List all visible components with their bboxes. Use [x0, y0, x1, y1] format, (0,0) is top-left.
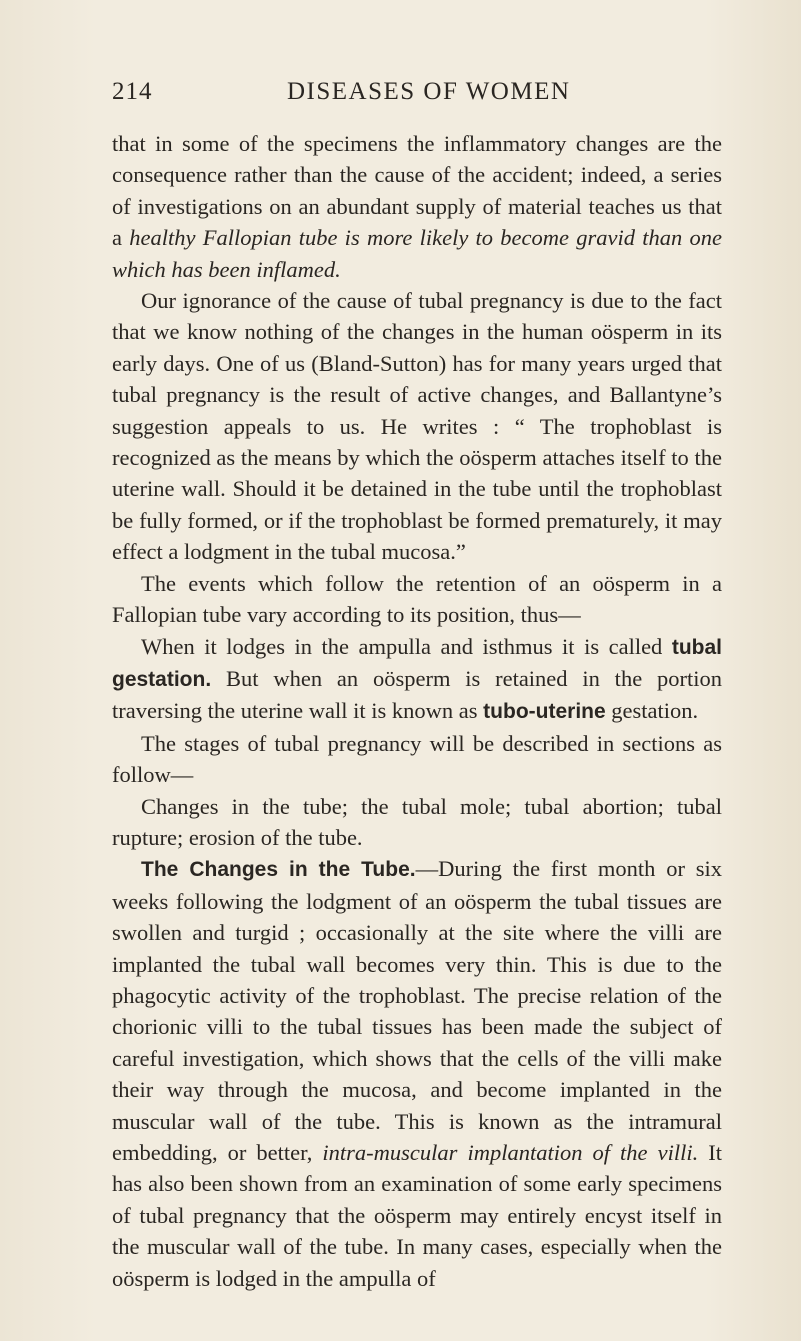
paragraph-3: The events which follow the retention of an oösperm in a Fallopian tube vary according to its position, thus— [112, 570, 722, 628]
paragraph-4-text-c: gestation. [605, 698, 699, 724]
paragraph-2: Our ignorance of the cause of tubal pregnancy is due to the fact that we know nothing of the changes in the human oösperm in its early days. One of us (Bland-Sutton) has for many years urged that tubal pregnancy is the result of active changes, and Ballantyne’s suggestion appeals to us. He writes : “ The trophoblast is recognized as the means by which the oösperm attaches itself to the uterine wall. Should it be detained in the tube until the trophoblast be fully formed, or if the trophoblast be formed prematurely, it may effect a lodgment in the tubal mucosa.” [112, 288, 722, 565]
paragraph-7-emphasis: intra-muscular implantation of the villi. [322, 1140, 699, 1165]
paragraph-4-text-b: But when an oösperm is retained in the portion traversing the uterine wall it is known as [112, 665, 722, 724]
term-tubal-gestation: tubal gestation. [112, 635, 722, 691]
running-title: DISEASES OF WOMEN [287, 78, 571, 105]
paragraph-6: Changes in the tube; the tubal mole; tubal abortion; tubal rupture; erosion of the tube. [112, 793, 722, 850]
body-text [112, 128, 722, 1294]
paragraph-7 [112, 853, 722, 1294]
paragraph-5: The stages of tubal pregnancy will be described in sections as follow— [112, 730, 722, 788]
paragraph-4-text-a: When it lodges in the ampulla and isthmus it is called [141, 633, 672, 659]
paragraph-1-emphasis: healthy Fallopian tube is more likely to become gravid than one which has been inflamed. [112, 225, 722, 282]
paragraph-1 [112, 128, 722, 285]
paragraph-1-text: that in some of the specimens the inflammatory changes are the consequence rather than the cause of the accident; indeed, a series of investigations on an abundant supply of material teaches us that a [112, 131, 722, 251]
page-number: 214 [112, 78, 153, 105]
running-head [112, 78, 712, 112]
section-heading-changes-in-tube: The Changes in the Tube. [141, 858, 416, 882]
paragraph-7-text-a: —During the first month or six weeks following the lodgment of an oösperm the tubal tissues are swollen and turgid ; occasionally at the site where the villi are implanted the tubal wall becomes very thin. This is due to the phagocytic activity of the trophoblast. The precise relation of the chorionic villi to the tubal tissues has been made the subject of careful investigation, which shows that the cells of the villi make their way through the mucosa, and become implanted in the muscular wall of the tube. This is known as the intramural embedding, or better, [112, 856, 722, 1165]
paragraph-4 [112, 631, 722, 728]
term-tubo-uterine: tubo-uterine [483, 700, 606, 724]
paragraph-7-text-b: It has also been shown from an examination of some early specimens of tubal pregnancy that the oösperm may entirely encyst itself in the muscular wall of the tube. In many cases, especially when the oösperm is lodged in the ampulla of [112, 1140, 722, 1291]
